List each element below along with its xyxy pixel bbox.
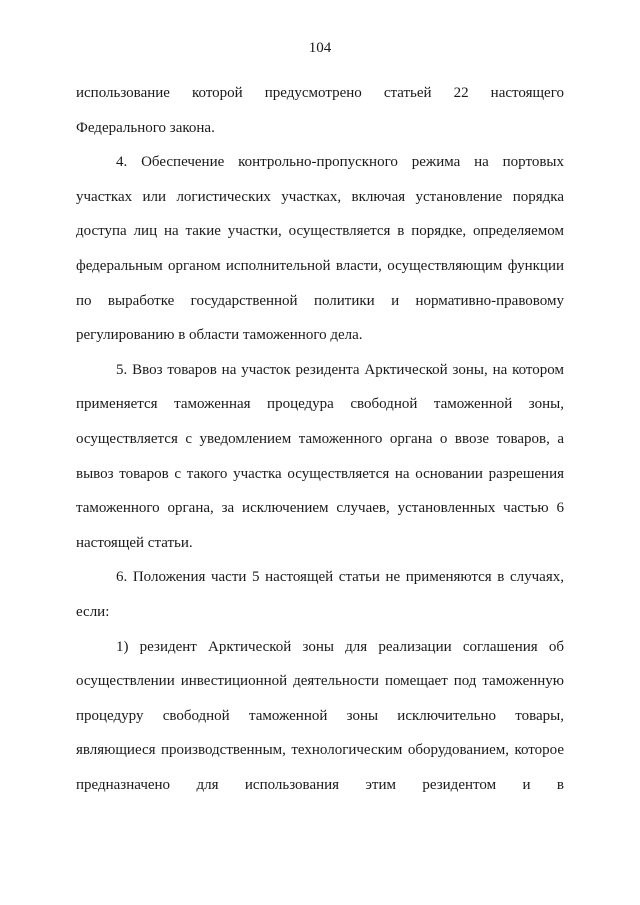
paragraph-item-4: 4. Обеспечение контрольно-пропускного режима на портовых участках или логистических участках, включая установление порядка доступа лиц на такие участки, осуществляется в порядке, определяемом федеральным органом исполнительной власти, осуществляющим функции по выработке государственной политики и нормативно-правовому регулированию в области таможенного дела. xyxy=(76,154,564,344)
paragraph-continuation: использование которой предусмотрено статьей 22 настоящего Федерального закона. xyxy=(76,85,564,136)
page-number: 104 xyxy=(308,40,332,56)
document-body xyxy=(76,76,564,802)
paragraph-subitem-1: 1) резидент Арктической зоны для реализации соглашения об осуществлении инвестиционной деятельности помещает под таможенную процедуру свободной таможенной зоны исключительно товары, являющиеся производственным, технологическим оборудованием, которое предназначено для использования этим резидентом и в xyxy=(76,638,564,793)
paragraph-item-6: 6. Положения части 5 настоящей статьи не применяются в случаях, если: xyxy=(76,569,564,620)
paragraph-item-5: 5. Ввоз товаров на участок резидента Арктической зоны, на котором применяется таможенная процедура свободной таможенной зоны, осуществляется с уведомлением таможенного органа о ввозе товаров, а вывоз товаров с такого участка осуществляется на основании разрешения таможенного органа, за исключением случаев, установленных частью 6 настоящей статьи. xyxy=(76,361,564,551)
